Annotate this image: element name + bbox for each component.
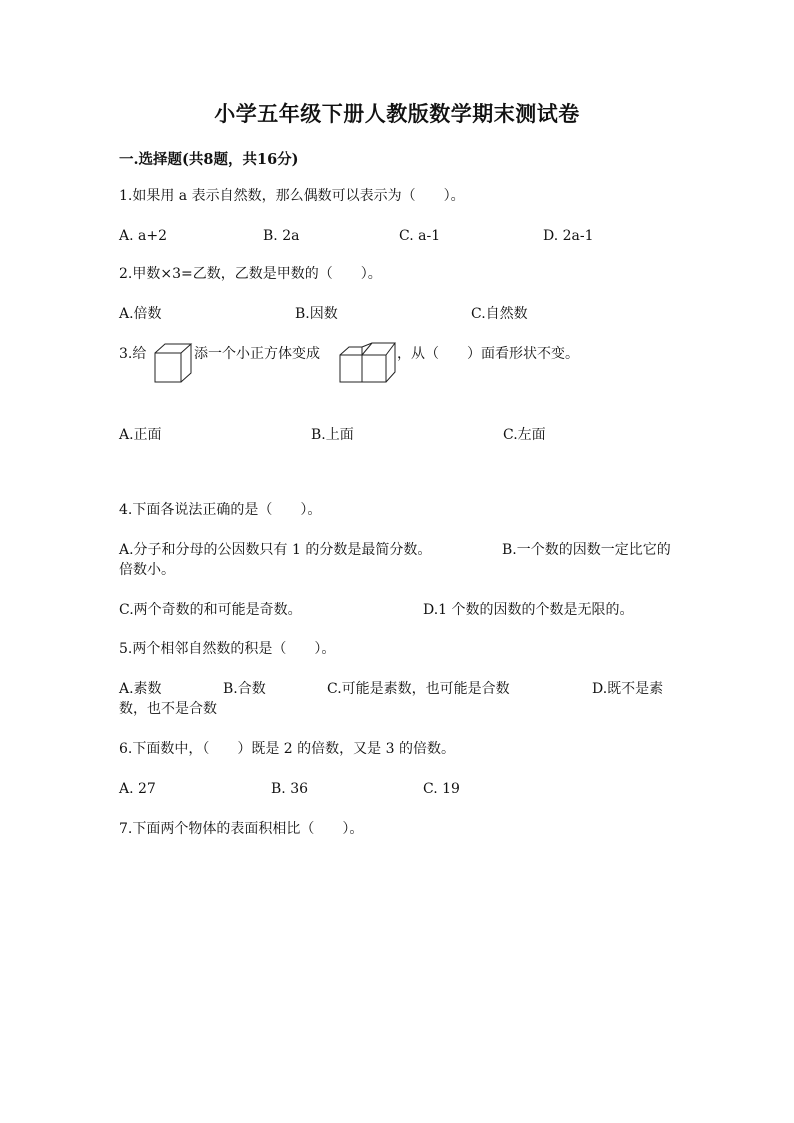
q1-option-a[interactable]: A. a+2 [119, 228, 167, 244]
single-cube-figure [154, 342, 194, 384]
q3-option-b[interactable]: B.上面 [311, 427, 354, 443]
q4-option-c[interactable]: C.两个奇数的和可能是奇数。 [119, 602, 302, 618]
q4-option-b[interactable]: B.一个数的因数一定比它的倍数小。 [119, 542, 671, 578]
two-cube-figure [339, 342, 397, 384]
question-3-stem-part-2: 添一个小正方体变成 [194, 346, 320, 362]
q5-option-d[interactable]: D.既不是素数，也不是合数 [119, 681, 664, 717]
q5-option-c[interactable]: C.可能是素数，也可能是合数 [327, 681, 510, 697]
q4-option-d[interactable]: D.1 个数的因数的个数是无限的。 [423, 602, 634, 618]
question-7-stem: 7.下面两个物体的表面积相比（ ）。 [119, 821, 364, 837]
q1-option-b[interactable]: B. 2a [263, 228, 300, 244]
question-2-stem: 2.甲数×3=乙数，乙数是甲数的（ ）。 [119, 266, 382, 282]
q2-option-a[interactable]: A.倍数 [119, 306, 162, 322]
section-heading: 一.选择题(共8题，共16分) [119, 151, 299, 168]
question-3-stem-part-1: 3.给 [119, 346, 147, 362]
q2-option-b[interactable]: B.因数 [295, 306, 338, 322]
q2-option-c[interactable]: C.自然数 [471, 306, 528, 322]
q5-option-a[interactable]: A.素数 [119, 681, 162, 697]
q5-option-b[interactable]: B.合数 [223, 681, 266, 697]
question-4-stem: 4.下面各说法正确的是（ ）。 [119, 502, 322, 518]
q3-option-a[interactable]: A.正面 [119, 427, 162, 443]
q4-option-a[interactable]: A.分子和分母的公因数只有 1 的分数是最简分数。 [119, 542, 432, 558]
question-5-stem: 5.两个相邻自然数的积是（ ）。 [119, 641, 336, 657]
question-6-stem: 6.下面数中，（ ）既是 2 的倍数，又是 3 的倍数。 [119, 741, 455, 757]
q3-option-c[interactable]: C.左面 [503, 427, 546, 443]
q1-option-d[interactable]: D. 2a-1 [543, 228, 594, 244]
q6-option-c[interactable]: C. 19 [423, 781, 460, 797]
q6-option-b[interactable]: B. 36 [271, 781, 309, 797]
question-3-stem-part-3: ，从（ ）面看形状不变。 [397, 346, 579, 362]
question-1-stem: 1.如果用 a 表示自然数，那么偶数可以表示为（ ）。 [119, 188, 465, 204]
q6-option-a[interactable]: A. 27 [119, 781, 156, 797]
page-title: 小学五年级下册人教版数学期末测试卷 [214, 101, 580, 126]
q1-option-c[interactable]: C. a-1 [399, 228, 441, 244]
